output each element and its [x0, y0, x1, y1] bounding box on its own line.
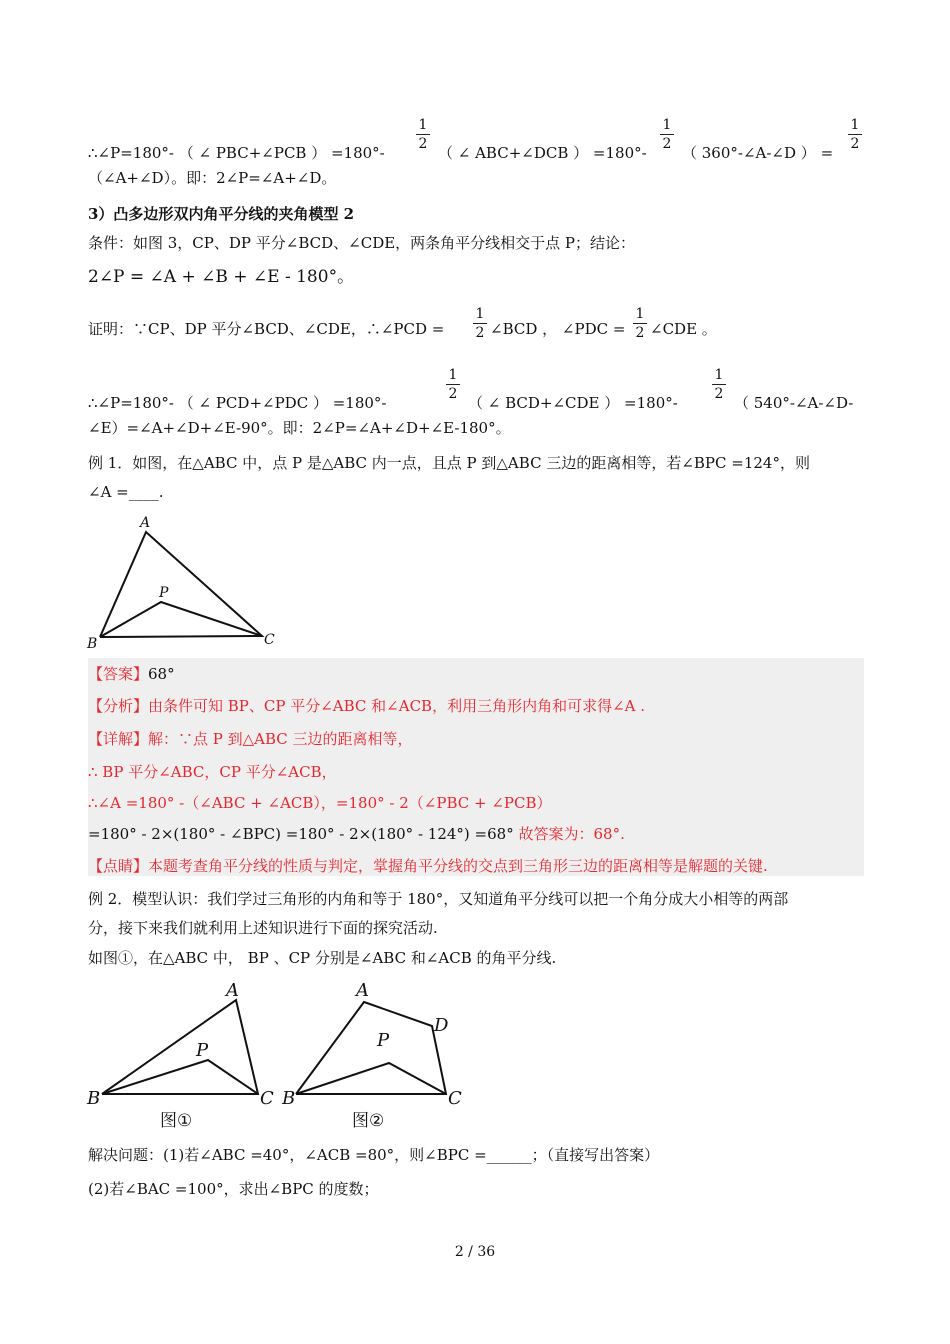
- fraction-numerator: 1: [848, 116, 862, 135]
- fraction-denominator: 2: [635, 325, 645, 341]
- proof-line-5c: （ 540°-∠A-∠D-: [734, 394, 854, 412]
- fraction-numerator: 1: [633, 305, 647, 324]
- label-A: A: [226, 980, 239, 1001]
- fraction-denominator: 2: [448, 386, 458, 402]
- fraction-half: [660, 116, 674, 153]
- label-B: B: [87, 636, 98, 652]
- answer-value: 68°: [148, 665, 175, 683]
- label-C: C: [264, 632, 275, 648]
- detail-conclusion: 故答案为：68°.: [518, 825, 625, 843]
- fraction-half: [848, 116, 862, 153]
- bisector-lines: [100, 602, 262, 637]
- answer-line: [88, 663, 175, 684]
- fraction-numerator: 1: [660, 116, 674, 135]
- fraction-denominator: 2: [714, 386, 724, 402]
- page-number: 2 / 36: [454, 1244, 496, 1260]
- fraction-denominator: 2: [475, 325, 485, 341]
- fraction-numerator: 1: [446, 366, 460, 385]
- example-2-line-1: 例 2．模型认识：我们学过三角形的内角和等于 180°，又知道角平分线可以把一个角分成大小相等的两部: [88, 890, 789, 908]
- proof-end: ∠CDE 。: [650, 320, 717, 338]
- example-1-question: ∠A =____.: [88, 483, 164, 501]
- label-A: A: [140, 515, 151, 531]
- polygon-abdc: [296, 1002, 446, 1094]
- triangle-figure-2: [84, 976, 284, 1136]
- proof-mid: ∠BCD ， ∠PDC =: [490, 320, 626, 338]
- condition-text: 条件：如图 3，CP、DP 平分∠BCD、∠CDE，两条角平分线相交于点 P；结论：: [88, 234, 636, 252]
- conclusion-formula: 2∠P = ∠A + ∠B + ∠E - 180°。: [88, 267, 355, 287]
- bisector-lines: [296, 1063, 446, 1094]
- detail-calc: =180° - 2×(180° - ∠BPC) =180° - 2×(180° - 124°) =68°: [88, 825, 514, 843]
- proof-line-2: （∠A+∠D）。即：2∠P=∠A+∠D。: [88, 169, 337, 187]
- proof-line-5a: ∴∠P=180°- （ ∠ PCD+∠PDC ） =180°-: [88, 394, 387, 412]
- proof-line-1c: （ 360°-∠A-∠D ） =: [682, 144, 834, 162]
- fraction-half: [633, 305, 647, 342]
- example-2-line-3: 如图①，在△ABC 中， BP 、CP 分别是∠ABC 和∠ACB 的角平分线.: [88, 949, 557, 967]
- fraction-denominator: 2: [850, 136, 860, 152]
- proof-intro: 证明：∵CP、DP 平分∠BCD、∠CDE，∴∠PCD =: [88, 320, 445, 338]
- fraction-denominator: 2: [418, 136, 428, 152]
- proof-line-1b: （ ∠ ABC+∠DCB ） =180°-: [438, 144, 647, 162]
- triangle-abc: [100, 532, 262, 637]
- figure-caption: 图①: [160, 1111, 193, 1131]
- triangle-figure-1: [84, 512, 284, 652]
- analysis-line: 【分析】由条件可知 BP、CP 平分∠ABC 和∠ACB，利用三角形内角和可求得∠A .: [88, 697, 646, 715]
- label-P: P: [377, 1030, 390, 1051]
- label-D: D: [434, 1015, 449, 1036]
- label-B: B: [87, 1088, 101, 1109]
- figure-caption: 图②: [352, 1111, 385, 1131]
- label-C: C: [448, 1088, 462, 1109]
- triangle-abc: [102, 1000, 258, 1094]
- detail-line-4: [88, 823, 625, 844]
- detail-line-2: ∴ BP 平分∠ABC，CP 平分∠ACB，: [88, 763, 337, 781]
- label-A: A: [356, 980, 369, 1001]
- detail-line-1: 【详解】解：∵点 P 到△ABC 三边的距离相等，: [88, 730, 413, 748]
- proof-line-6: ∠E）=∠A+∠D+∠E-90°。即：2∠P=∠A+∠D+∠E-180°。: [88, 419, 511, 437]
- label-B: B: [282, 1088, 296, 1109]
- section-heading-3: 3）凸多边形双内角平分线的夹角模型 2: [88, 205, 355, 223]
- fraction-half: [473, 305, 487, 342]
- proof-line-5b: （ ∠ BCD+∠CDE ） =180°-: [468, 394, 678, 412]
- fraction-numerator: 1: [416, 116, 430, 135]
- fraction-numerator: 1: [712, 366, 726, 385]
- fraction-denominator: 2: [662, 136, 672, 152]
- proof-line-1a: ∴∠P=180°- （ ∠ PBC+∠PCB ） =180°-: [88, 144, 385, 162]
- fraction-half: [712, 366, 726, 403]
- question-2: (2)若∠BAC =100°，求出∠BPC 的度数；: [88, 1180, 379, 1198]
- answer-label: 【答案】: [88, 665, 149, 683]
- comment-line: 【点睛】本题考查角平分线的性质与判定，掌握角平分线的交点到三角形三边的距离相等是解题的关键.: [88, 857, 768, 875]
- detail-line-3: ∴∠A =180° -（∠ABC + ∠ACB），=180° - 2（∠PBC + ∠PCB）: [88, 794, 552, 812]
- example-1-text: 例 1．如图，在△ABC 中，点 P 是△ABC 内一点，且点 P 到△ABC 三边的距离相等，若∠BPC =124°，则: [88, 454, 810, 472]
- label-P: P: [159, 585, 169, 601]
- quadrilateral-figure-3: [280, 976, 480, 1136]
- fraction-numerator: 1: [473, 305, 487, 324]
- fraction-half: [416, 116, 430, 153]
- label-C: C: [260, 1088, 274, 1109]
- example-2-line-2: 分，接下来我们就利用上述知识进行下面的探究活动.: [88, 919, 438, 937]
- label-P: P: [196, 1040, 209, 1061]
- fraction-half: [446, 366, 460, 403]
- question-1: 解决问题：(1)若∠ABC =40°，∠ACB =80°，则∠BPC =______；（直接写出答案）: [88, 1146, 660, 1164]
